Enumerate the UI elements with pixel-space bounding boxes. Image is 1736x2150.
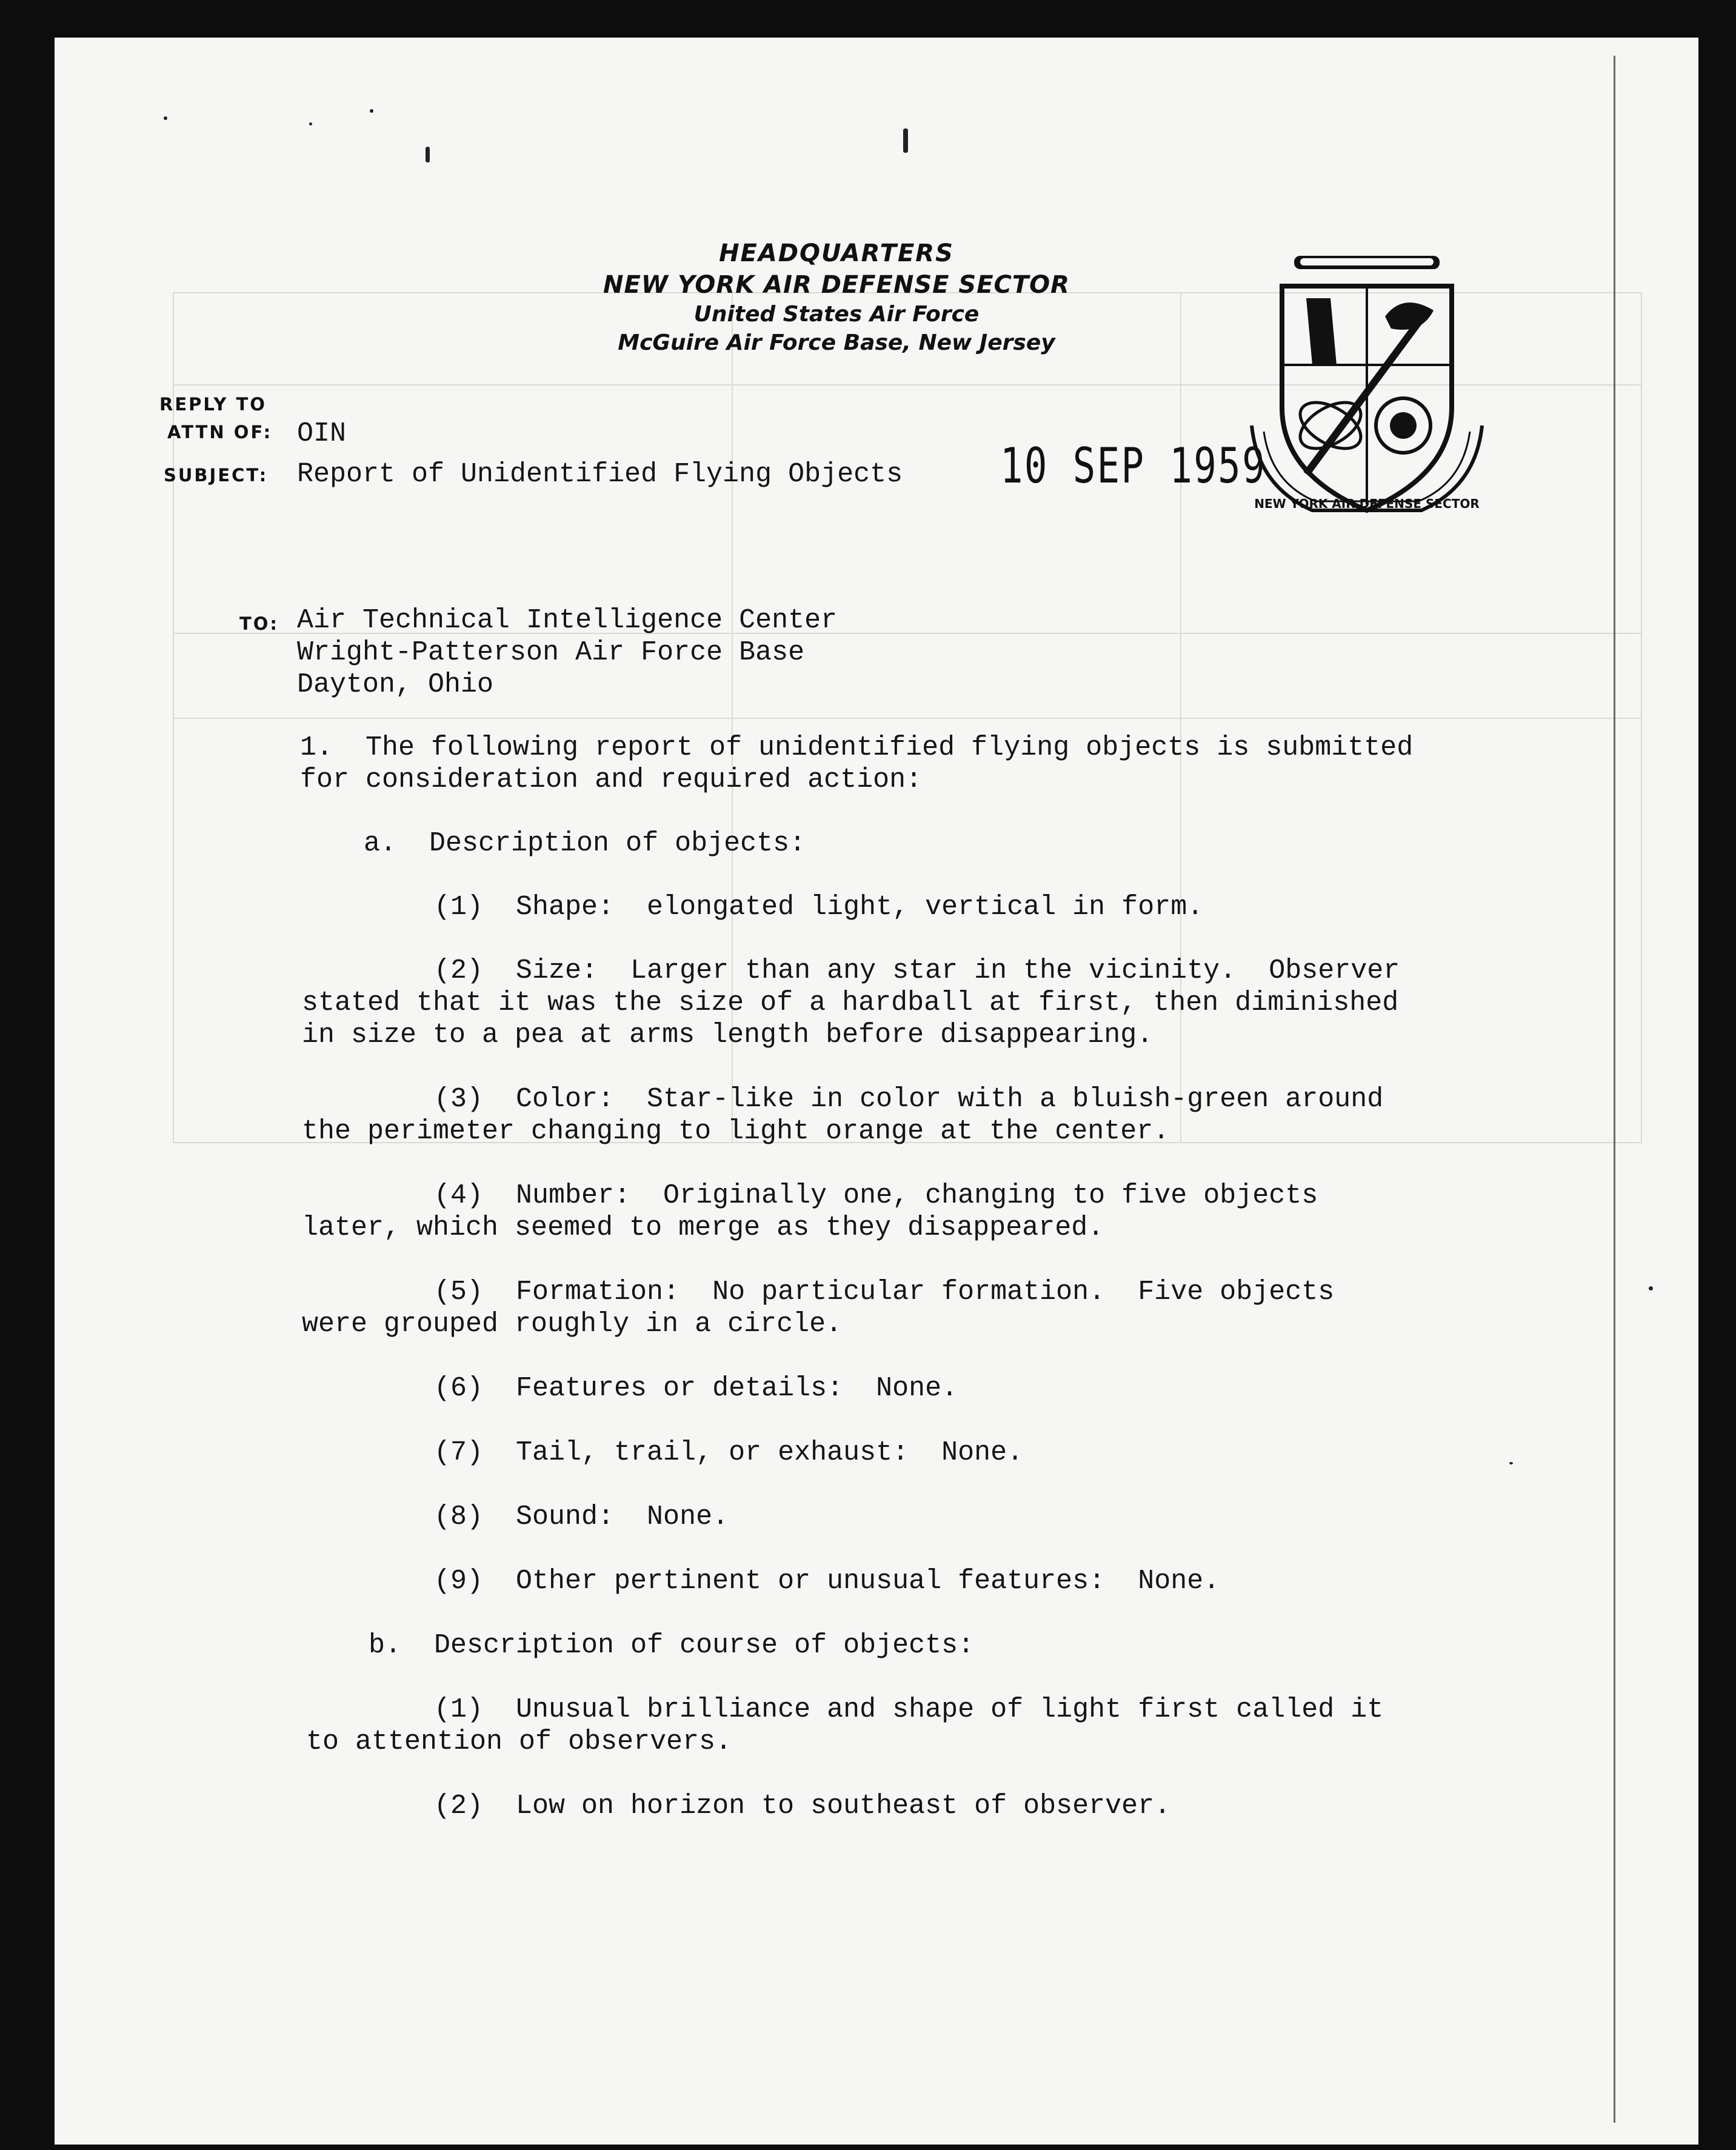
page-edge-line: [1614, 56, 1615, 2123]
letterhead: [533, 238, 1140, 358]
seal-lettering: NEW YORK AIR DEFENSE SECTOR: [1254, 496, 1480, 511]
to-label: TO:: [239, 613, 279, 634]
item-course-2: (2) Low on horizon to southeast of observer.: [434, 1791, 1171, 1821]
letterhead-sector: NEW YORK AIR DEFENSE SECTOR: [603, 271, 1070, 299]
item-shape: (1) Shape: elongated light, vertical in form.: [434, 892, 1204, 923]
attn-value: OIN: [297, 418, 347, 449]
item-size: in size to a pea at arms length before disappearing.: [302, 1020, 1153, 1050]
ny-air-defense-sector-seal-icon: [1240, 244, 1494, 529]
subject-value: Report of Unidentified Flying Objects: [297, 459, 903, 490]
item-formation: were grouped roughly in a circle.: [302, 1309, 843, 1340]
to-line: Air Technical Intelligence Center: [297, 605, 838, 636]
item-features: (6) Features or details: None.: [434, 1373, 958, 1404]
letterhead-headquarters: HEADQUARTERS: [719, 239, 954, 267]
letterhead-base: McGuire Air Force Base, New Jersey: [618, 330, 1055, 355]
document-page: [55, 38, 1698, 2145]
section-b-heading: b. Description of course of objects:: [369, 1630, 975, 1661]
item-other: (9) Other pertinent or unusual features: None.: [434, 1566, 1220, 1597]
letterhead-service: United States Air Force: [693, 302, 980, 327]
date-stamp: 10 SEP 1959: [1000, 438, 1266, 494]
item-tail: (7) Tail, trail, or exhaust: None.: [434, 1437, 1024, 1468]
attn-label: ATTN OF:: [167, 422, 273, 442]
item-number: (4) Number: Originally one, changing to five objects: [434, 1180, 1318, 1211]
item-sound: (8) Sound: None.: [434, 1501, 729, 1532]
paragraph-1: 1. The following report of unidentified flying objects is submitted: [300, 732, 1414, 763]
item-size: stated that it was the size of a hardball at first, then diminished: [302, 987, 1399, 1018]
to-line: Wright-Patterson Air Force Base: [297, 637, 805, 668]
item-formation: (5) Formation: No particular formation. Five objects: [434, 1277, 1335, 1307]
item-color: the perimeter changing to light orange at the center.: [302, 1116, 1170, 1147]
item-course-1: (1) Unusual brilliance and shape of light first called it: [434, 1694, 1384, 1725]
subject-label: SUBJECT:: [164, 465, 269, 486]
reply-to-label: REPLY TO: [159, 394, 267, 415]
item-color: (3) Color: Star-like in color with a bluish-green around: [434, 1084, 1384, 1115]
section-a-heading: a. Description of objects:: [364, 828, 806, 859]
item-size: (2) Size: Larger than any star in the vicinity. Observer: [434, 955, 1400, 986]
to-line: Dayton, Ohio: [297, 669, 494, 700]
paragraph-1: for consideration and required action:: [300, 764, 923, 795]
item-course-1: to attention of observers.: [306, 1726, 732, 1757]
item-number: later, which seemed to merge as they disappeared.: [302, 1212, 1104, 1243]
